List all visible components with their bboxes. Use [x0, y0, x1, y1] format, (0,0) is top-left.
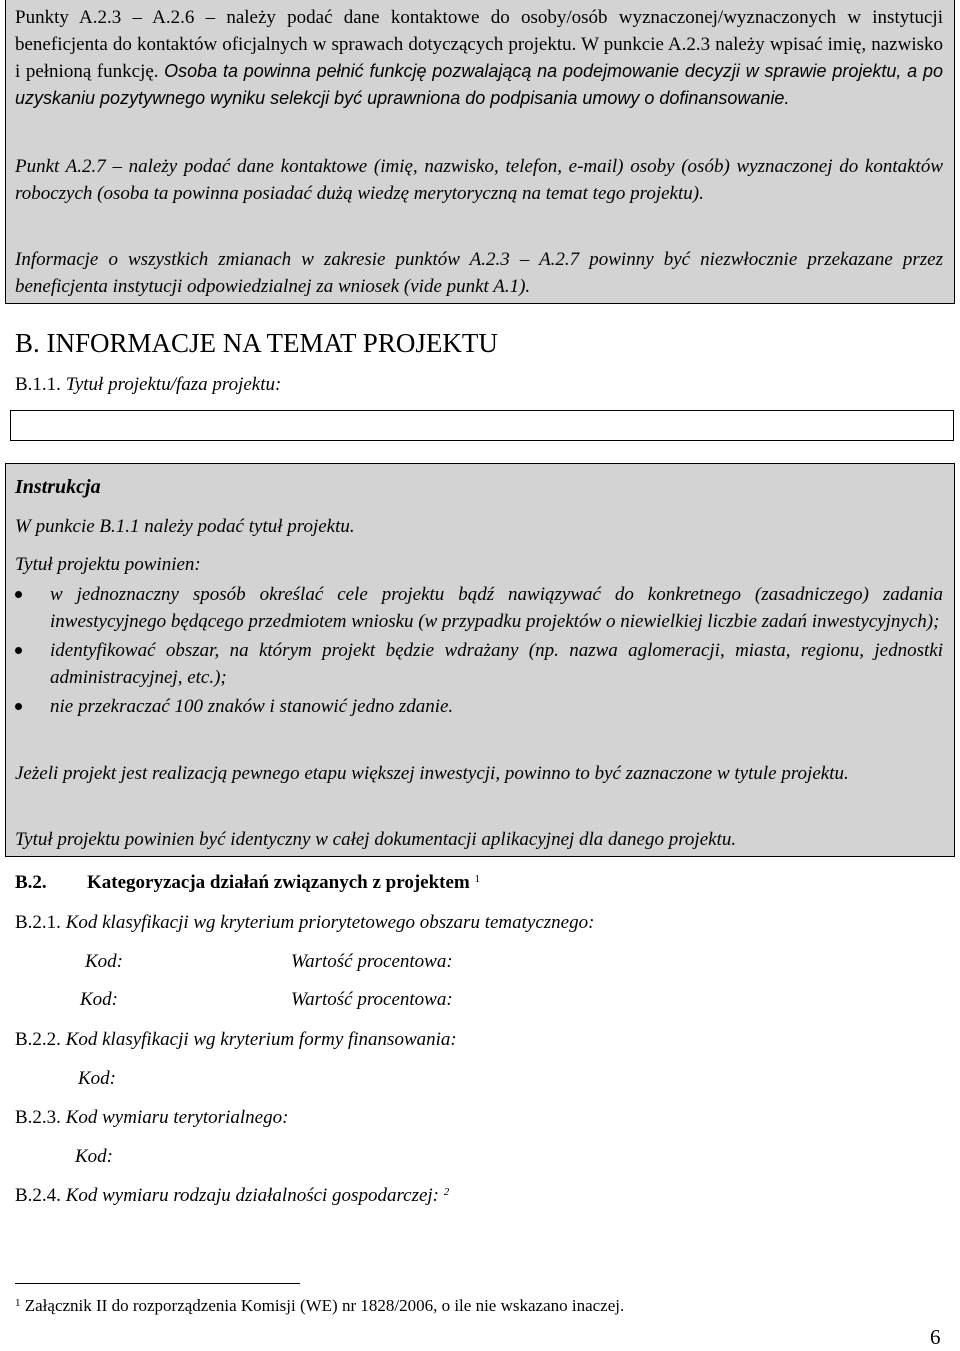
instruction-bullets — [15, 581, 943, 722]
bullet-text: identyfikować obszar, na którym projekt będzie wdrażany (np. nazwa aglomeracji, miasta, regionu, jednostki administracyjnej, etc.); — [50, 640, 943, 688]
b224-label: Kod wymiaru rodzaju działalności gospodarczej: — [65, 1185, 440, 1206]
b222-line — [15, 1027, 457, 1053]
wartosc-label-2: Wartość procentowa: — [291, 989, 453, 1010]
b2-title: Kategoryzacja działań związanych z projektem — [87, 872, 470, 893]
b2-number: B.2. — [15, 872, 47, 893]
bullet-text: w jednoznaczny sposób określać cele projektu bądź nawiązywać do konkretnego (zasadniczego) zadania inwestycyjnego będącego przedmiotem wniosku (w przypadku projektów o niewielkiej liczbie zadań inwestycyjnych); — [50, 584, 943, 632]
paragraph-changes-info: Informacje o wszystkich zmianach w zakresie punktów A.2.3 – A.2.7 powinny być niezwłocznie przekazane przez beneficjenta instytucji odpowiedzialnej za wniosek (vide punkt A.1). — [15, 249, 943, 297]
kod-label-4: Kod: — [75, 1146, 113, 1167]
footnote-ref-2[interactable]: 2 — [443, 1186, 450, 1198]
b11-label-line — [15, 372, 281, 398]
b221-label: Kod klasyfikacji wg kryterium priorytetowego obszaru tematycznego: — [65, 912, 595, 933]
b11-number: B.1.1. — [15, 374, 61, 395]
b223-number: B.2.3. — [15, 1107, 61, 1128]
bullet-icon — [15, 591, 22, 598]
project-title-field[interactable] — [10, 410, 954, 441]
instruction-title: Instrukcja — [15, 476, 101, 498]
footnote-number: 1 — [15, 1297, 21, 1309]
kod-label-1: Kod: — [85, 951, 123, 972]
b222-label: Kod klasyfikacji wg kryterium formy finansowania: — [65, 1029, 457, 1050]
paragraph-contacts-working: Punkt A.2.7 – należy podać dane kontaktowe (imię, nazwisko, telefon, e-mail) osoby (osób) wyznaczonej do kontaktów roboczych (osoba ta powinna posiadać dużą wiedzę merytoryczną na temat tego projektu). — [15, 156, 943, 204]
b11-label: Tytuł projektu/faza projektu: — [65, 374, 282, 395]
b221-line — [15, 910, 594, 936]
b221-number: B.2.1. — [15, 912, 61, 933]
kod-label-3: Kod: — [78, 1068, 116, 1089]
instruction-line-1: W punkcie B.1.1 należy podać tytuł projektu. — [15, 516, 355, 537]
paragraph-contacts-official — [15, 4, 943, 112]
contacts-official-text: Punkty A.2.3 – A.2.6 – należy podać dane kontaktowe do osoby/osób wyznaczonej/wyznaczonych w instytucji beneficjenta do kontaktów oficjalnych w sprawach dotyczących projektu. W punkcie A.2.3 należy wpisać imię, nazwisko i pełnioną funkcję. — [15, 7, 943, 82]
list-item — [15, 637, 943, 691]
footnote-1 — [15, 1295, 624, 1317]
page-number: 6 — [930, 1325, 941, 1349]
b224-line — [15, 1183, 449, 1209]
footnote-separator — [15, 1283, 300, 1284]
b223-label: Kod wymiaru terytorialnego: — [65, 1107, 289, 1128]
contacts-role-text: Osoba ta powinna pełnić funkcję pozwalającą na podejmowanie decyzji w sprawie projektu, a po uzyskaniu pozytywnego wyniku selekcji być uprawniona do podpisania umowy o dofinansowanie. — [15, 61, 944, 108]
wartosc-label-1: Wartość procentowa: — [291, 951, 453, 972]
bullet-icon — [15, 703, 22, 710]
b223-line — [15, 1105, 288, 1131]
b222-number: B.2.2. — [15, 1029, 61, 1050]
instruction-line-4: Tytuł projektu powinien być identyczny w całej dokumentacji aplikacyjnej dla danego projektu. — [15, 829, 737, 850]
list-item — [15, 581, 943, 635]
list-item — [15, 693, 943, 720]
section-b-heading: B. INFORMACJE NA TEMAT PROJEKTU — [15, 328, 498, 358]
instruction-line-3: Jeżeli projekt jest realizacją pewnego etapu większej inwestycji, powinno to być zaznaczone w tytule projektu. — [15, 763, 849, 784]
instruction-line-2: Tytuł projektu powinien: — [15, 554, 201, 575]
footnote-text: Załącznik II do rozporządzenia Komisji (WE) nr 1828/2006, o ile nie wskazano inaczej. — [24, 1296, 625, 1315]
section-b2-heading — [15, 869, 480, 897]
kod-label-2: Kod: — [80, 989, 118, 1010]
bullet-icon — [15, 647, 22, 654]
b224-number: B.2.4. — [15, 1185, 61, 1206]
footnote-ref-1[interactable]: 1 — [474, 873, 480, 885]
bullet-text: nie przekraczać 100 znaków i stanowić jedno zdanie. — [50, 696, 454, 717]
